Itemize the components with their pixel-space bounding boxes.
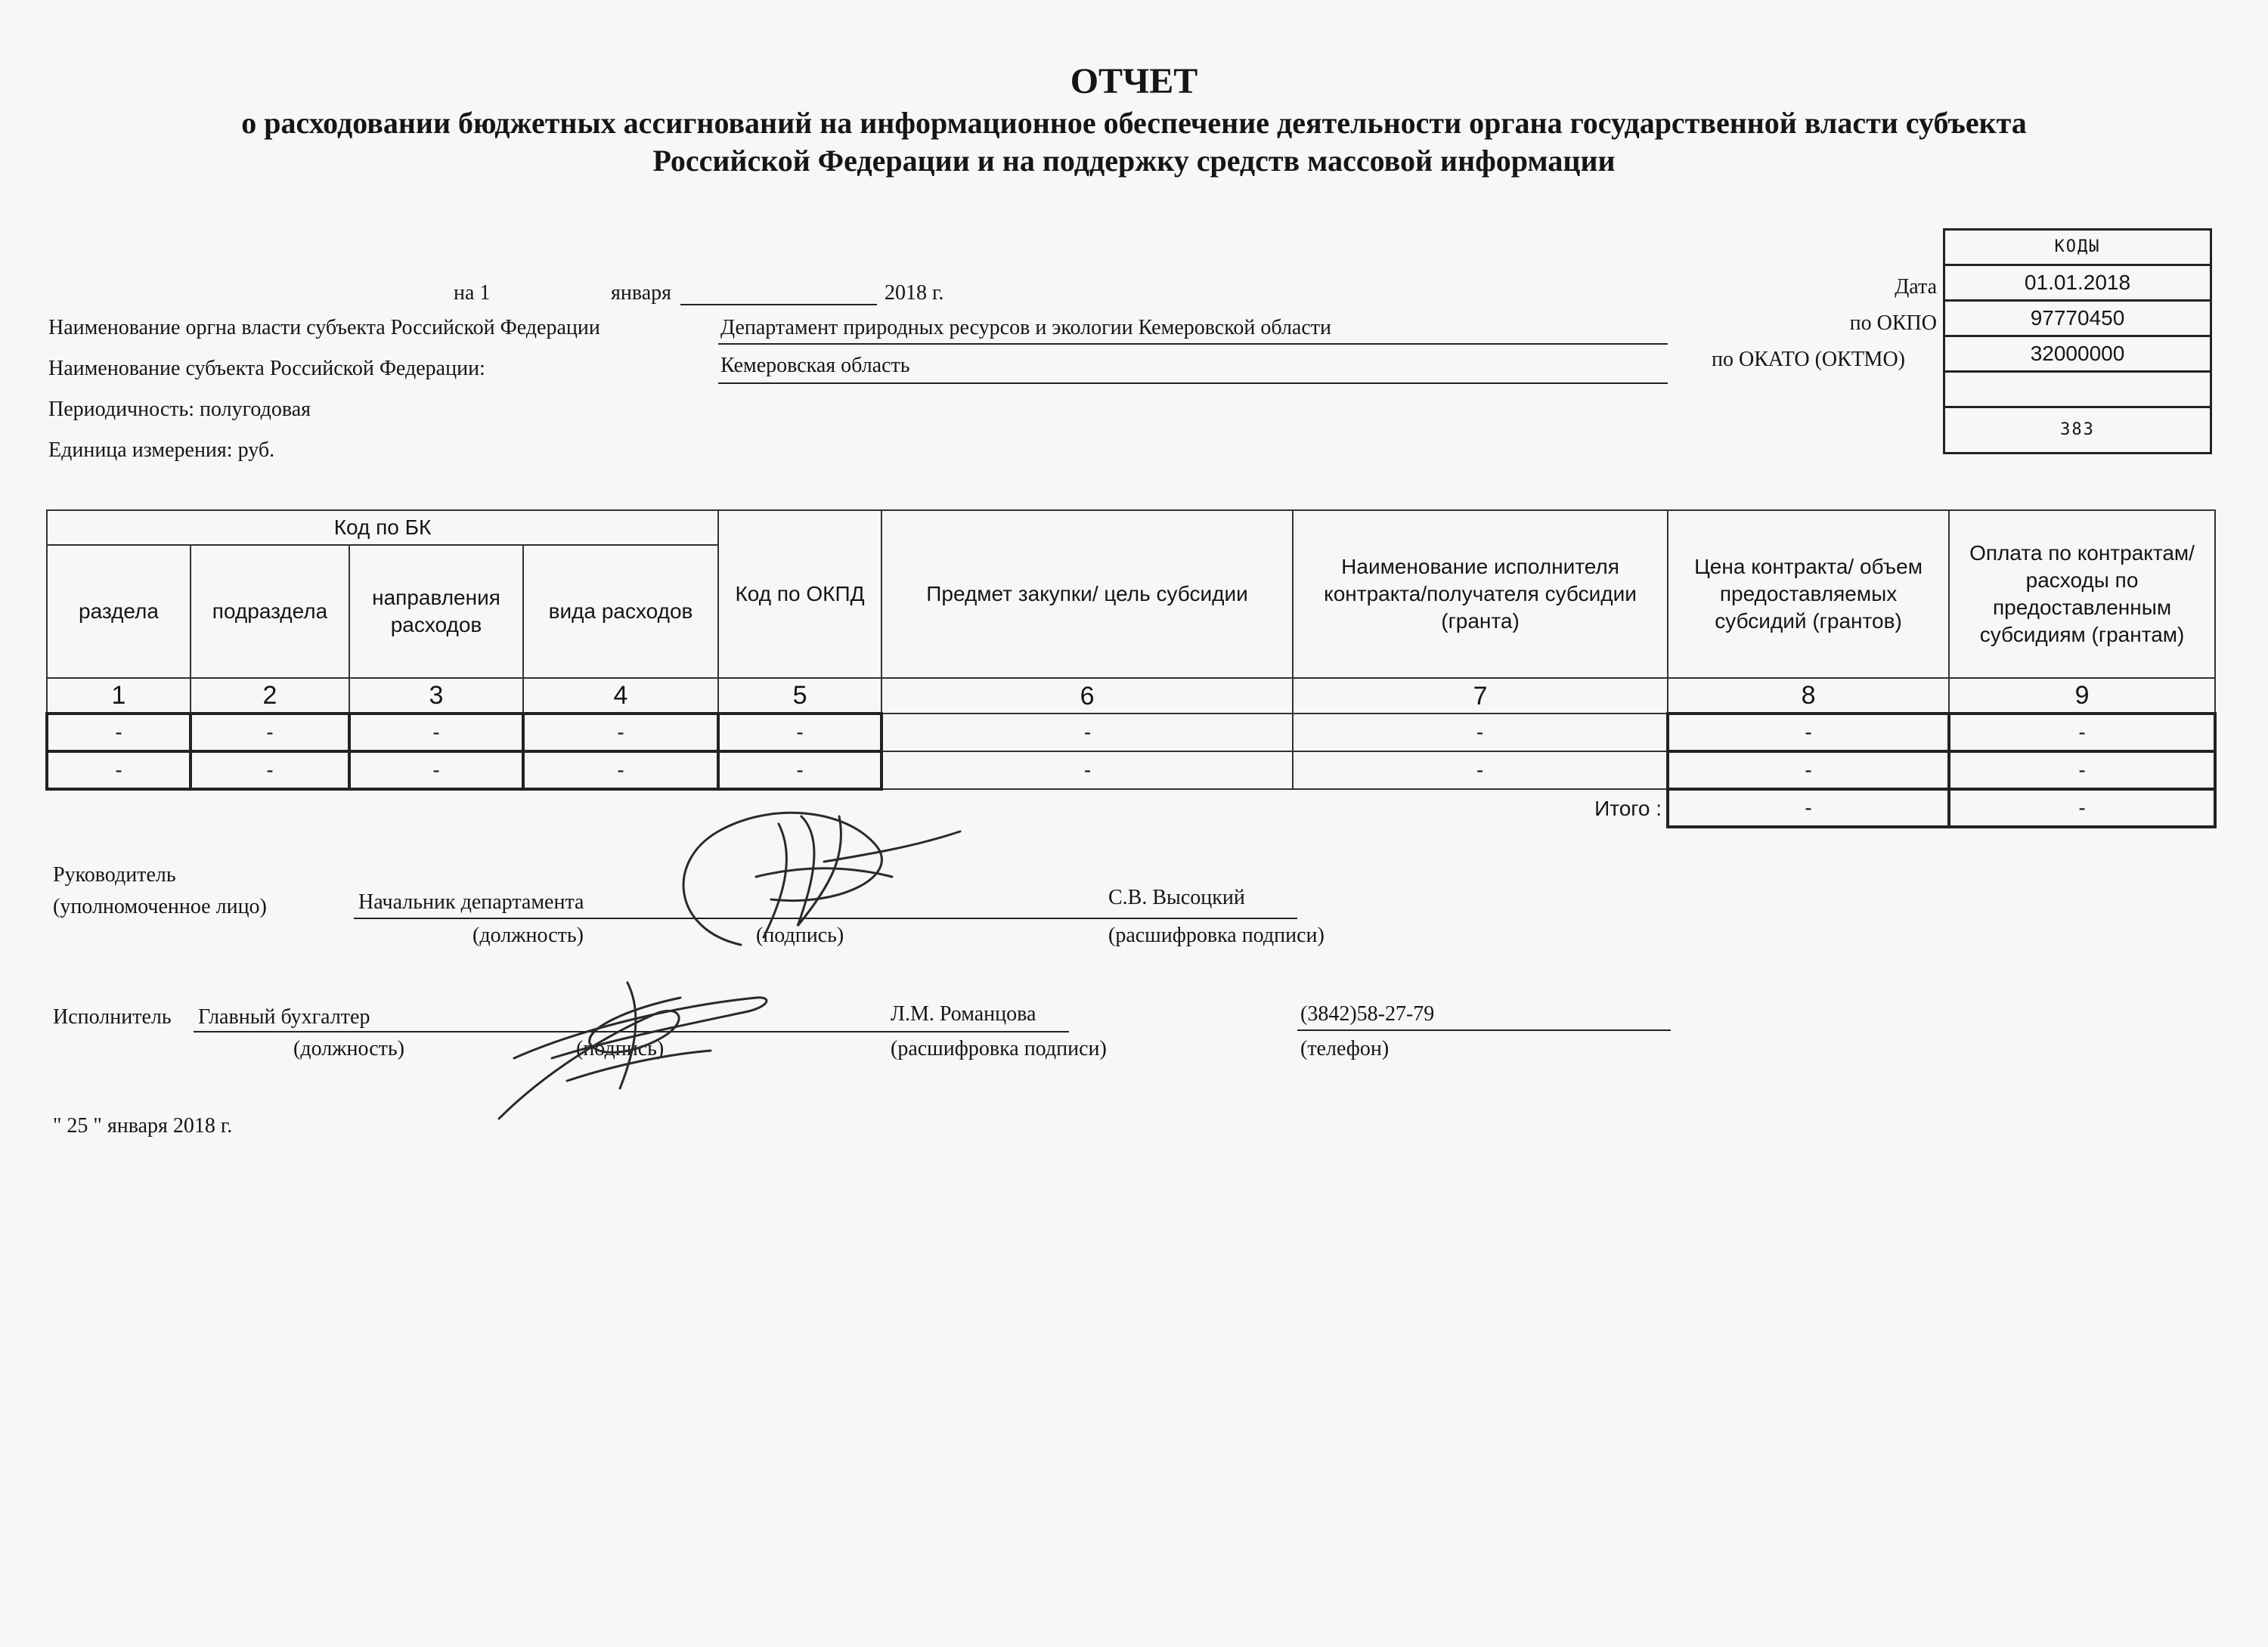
periodicity: Периодичность: полугодовая: [48, 398, 311, 421]
code-value-okato: 32000000: [1943, 337, 2212, 373]
date-underline: [680, 304, 877, 305]
code-label-okpo: по ОКПО: [1849, 311, 1937, 335]
table-cell: -: [191, 751, 349, 789]
col-header-7: Наименование исполнителя контракта/получателя субсидии (гранта): [1293, 510, 1668, 678]
report-table: [45, 509, 2217, 828]
table-cell: -: [349, 751, 523, 789]
report-title-block: [0, 59, 2268, 180]
codes-box: [1943, 228, 2212, 454]
col-number: 6: [881, 678, 1293, 714]
code-value-date: 01.01.2018: [1943, 266, 2212, 302]
table-cell: -: [881, 751, 1293, 789]
col-header-9: Оплата по контрактам/ расходы по предоставленным субсидиям (грантам): [1949, 510, 2215, 678]
unit: Единица измерения: руб.: [48, 438, 275, 462]
col-header-6: Предмет закупки/ цель субсидии: [881, 510, 1293, 678]
table-cell: -: [349, 714, 523, 751]
date-prefix: на 1: [454, 281, 491, 305]
org-label: Наименование оргна власти субъекта Российской Федерации: [48, 316, 600, 339]
executor-signature: [484, 967, 801, 1126]
executor-label: Исполнитель: [53, 1005, 172, 1029]
head-name: С.В. Высоцкий: [1108, 886, 1245, 909]
table-cell: -: [1949, 714, 2215, 751]
col-number: 5: [718, 678, 881, 714]
col-header-4: вида расходов: [523, 545, 718, 678]
code-value-period: [1943, 373, 2212, 408]
table-cell: -: [881, 714, 1293, 751]
col-number: 4: [523, 678, 718, 714]
total-value: -: [1668, 789, 1949, 827]
col-number: 2: [191, 678, 349, 714]
col-number: 9: [1949, 678, 2215, 714]
subject-value: Кемеровская область: [720, 354, 910, 377]
head-position: Начальник департамента: [358, 890, 584, 914]
table-row: [47, 751, 2215, 789]
table-cell: -: [1293, 751, 1668, 789]
executor-caption-position: (должность): [293, 1037, 404, 1060]
code-value-okpo: 97770450: [1943, 302, 2212, 337]
table-cell: -: [718, 714, 881, 751]
table-cell: -: [523, 751, 718, 789]
head-caption-signature: (подпись): [756, 924, 844, 947]
executor-position: Главный бухгалтер: [198, 1005, 370, 1029]
col-header-8: Цена контракта/ объем предоставляемых субсидий (грантов): [1668, 510, 1949, 678]
table-cell: -: [191, 714, 349, 751]
org-underline: [718, 343, 1668, 345]
total-label: Итого :: [1594, 797, 1662, 820]
col-header-5: Код по ОКПД: [718, 510, 881, 678]
col-number: 8: [1668, 678, 1949, 714]
table-cell: -: [1293, 714, 1668, 751]
total-row: [47, 789, 2215, 827]
report-subtitle-line2: Российской Федерации и на поддержку средств массовой информации: [652, 144, 1616, 178]
date-month: января: [611, 281, 672, 305]
group-header-kbk: Код по БК: [47, 510, 718, 545]
table-cell: -: [1668, 751, 1949, 789]
code-value-unit: 383: [1943, 408, 2212, 454]
head-caption-position: (должность): [472, 924, 584, 947]
executor-caption-name: (расшифровка подписи): [891, 1037, 1107, 1060]
report-subtitle-line1: о расходовании бюджетных ассигнований на информационное обеспечение деятельности органа государственной власти субъекта: [241, 106, 2027, 140]
executor-name: Л.М. Романцова: [891, 1002, 1036, 1026]
total-value: -: [1949, 789, 2215, 827]
table-cell: -: [718, 751, 881, 789]
head-label: Руководитель: [53, 863, 176, 887]
executor-caption-signature: (подпись): [576, 1037, 665, 1060]
org-value: Департамент природных ресурсов и экологии Кемеровской области: [720, 316, 1331, 339]
subject-underline: [718, 382, 1668, 384]
code-label-okato: по ОКАТО (ОКТМО): [1712, 348, 1905, 371]
executor-caption-phone: (телефон): [1300, 1037, 1390, 1060]
col-header-3: направления расходов: [349, 545, 523, 678]
table-cell: -: [523, 714, 718, 751]
head-label-sub: (уполномоченное лицо): [53, 895, 267, 918]
date-year: 2018 г.: [885, 281, 944, 305]
col-header-2: подраздела: [191, 545, 349, 678]
subject-label: Наименование субъекта Российской Федерации:: [48, 357, 485, 380]
executor-phone: (3842)58-27-79: [1300, 1002, 1435, 1026]
table-cell: -: [47, 751, 191, 789]
col-number: 3: [349, 678, 523, 714]
report-title: ОТЧЕТ: [1070, 61, 1198, 101]
col-number: 7: [1293, 678, 1668, 714]
head-signature: [650, 794, 968, 960]
table-cell: -: [47, 714, 191, 751]
table-row: [47, 714, 2215, 751]
table-cell: -: [1668, 714, 1949, 751]
date-signed: " 25 " января 2018 г.: [53, 1114, 233, 1138]
col-header-1: раздела: [47, 545, 191, 678]
phone-underline: [1297, 1029, 1671, 1031]
code-label-date: Дата: [1895, 275, 1937, 299]
codes-header: КОДЫ: [1943, 228, 2212, 266]
head-caption-name: (расшифровка подписи): [1108, 924, 1325, 947]
table-cell: -: [1949, 751, 2215, 789]
col-number: 1: [47, 678, 191, 714]
